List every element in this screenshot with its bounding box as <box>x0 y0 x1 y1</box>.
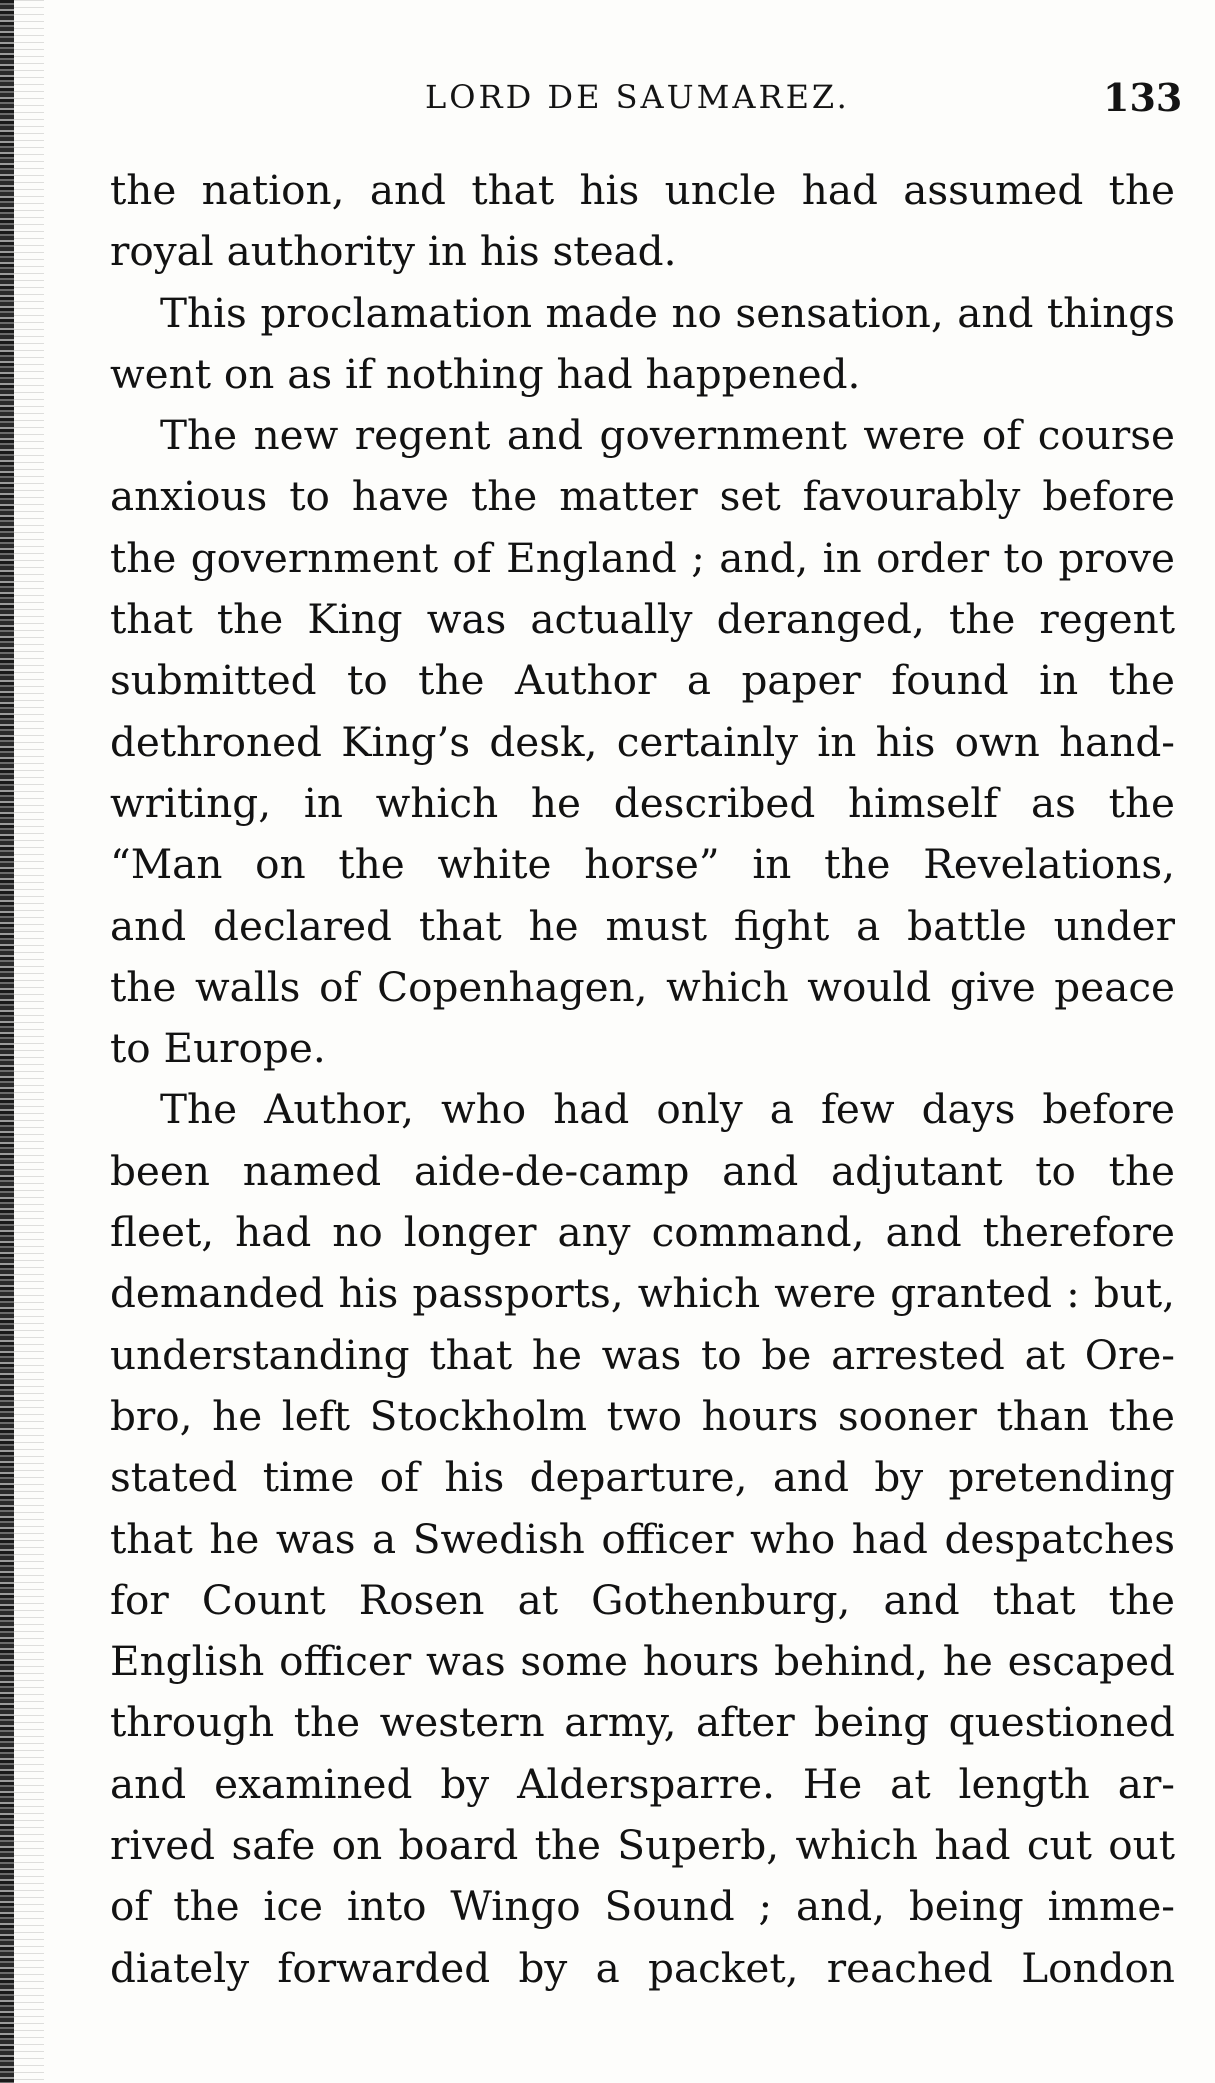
text-line: The new regent and government were of course <box>160 411 1175 460</box>
text-line: anxious to have the matter set favourably before <box>110 472 1175 521</box>
text-line: been named aide-de-camp and adjutant to the <box>110 1146 1175 1195</box>
running-title: LORD DE SAUMAREZ. <box>425 78 850 116</box>
text-line: royal authority in his stead. <box>110 227 677 276</box>
text-line: the walls of Copenhagen, which would give peace <box>110 962 1175 1011</box>
page-header <box>0 75 1215 138</box>
text-line: diately forwarded by a packet, reached London <box>110 1943 1175 1992</box>
text-line: the nation, and that his uncle had assumed the <box>110 166 1175 214</box>
text-line: fleet, had no longer any command, and therefore <box>110 1208 1175 1257</box>
text-line: through the western army, after being questioned <box>110 1698 1175 1747</box>
binding-shadow <box>14 0 44 2083</box>
text-line: understanding that he was to be arrested at Ore- <box>110 1330 1175 1379</box>
text-line: bro, he left Stockholm two hours sooner than the <box>110 1391 1175 1440</box>
text-line: submitted to the Author a paper found in the <box>110 656 1175 705</box>
text-line: the government of England ; and, in order to prove <box>110 533 1175 582</box>
text-line: of the ice into Wingo Sound ; and, being imme- <box>110 1882 1175 1931</box>
body-text <box>110 160 1175 1999</box>
text-line: and declared that he must fight a battle under <box>110 901 1175 950</box>
text-line: dethroned King’s desk, certainly in his own hand- <box>110 717 1175 766</box>
text-line: writing, in which he described himself as the <box>110 778 1175 827</box>
text-line: went on as if nothing had happened. <box>110 349 861 398</box>
text-line: for Count Rosen at Gothenburg, and that the <box>110 1575 1175 1624</box>
text-line: to Europe. <box>110 1024 326 1073</box>
text-line: that the King was actually deranged, the regent <box>110 595 1175 644</box>
text-line: and examined by Aldersparre. He at length ar- <box>110 1759 1175 1808</box>
text-line: rived safe on board the Superb, which had cut out <box>110 1821 1175 1870</box>
text-line: demanded his passports, which were granted : but, <box>110 1269 1175 1318</box>
page-number: 133 <box>1103 75 1183 120</box>
binding-edge <box>0 0 14 2083</box>
text-line: English officer was some hours behind, he escaped <box>110 1637 1175 1686</box>
text-line: The Author, who had only a few days before <box>160 1085 1175 1134</box>
text-line: stated time of his departure, and by pretending <box>110 1453 1175 1502</box>
text-line: “Man on the white horse” in the Revelations, <box>110 840 1175 889</box>
text-line: that he was a Swedish officer who had despatches <box>110 1514 1175 1563</box>
text-line: This proclamation made no sensation, and things <box>160 288 1175 337</box>
